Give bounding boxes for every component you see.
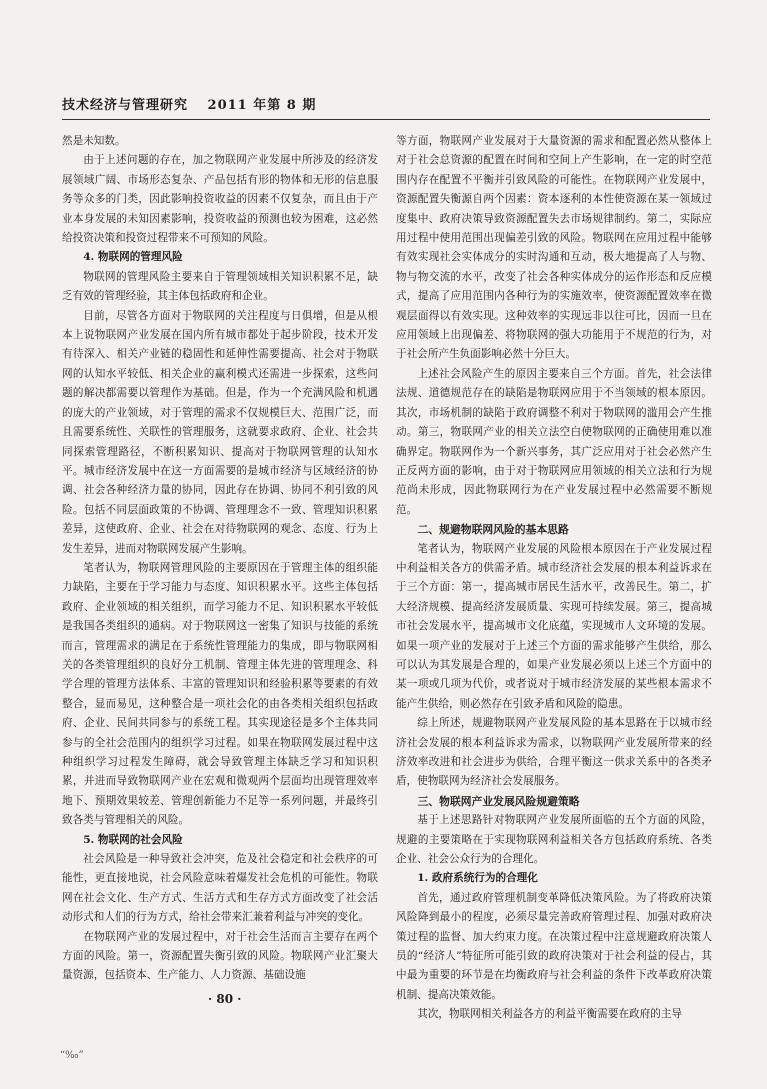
paragraph: 笔者认为，物联网管理风险的主要原因在于管理主体的组织能力缺陷，主要在于学习能力与态度、知识积累水平。这些主体包括政府、企业领域的相关组织，而学习能力不足、知识积累水平较低是我国各类组织的通病。对于物联网这一密集了知识与技能的系统而言，管理需求的满足在于系统性管理能力的集成，即与物联网相关的各类管理组织的良好分工机制、管理主体先进的管理理念、科学合理的管理方法体系、丰富的管理知识和经验积累等要素的有效整合，显而易见，这种整合是一项社会化的由各类相关组织包括政府、企业、民间共同参与的系统工程。其实现途径是多个主体共同参与的全社会范围内的组织学习过程。如果在物联网发展过程中这种组织学习过程发生障碍，就会导致管理主体缺乏学习和知识积累，并进而导致物联网产业在宏观和微观两个层面均出现管理效率地下、预期效果较差、管理创新能力不足等一系列问题，并最终引致各类与管理相关的风险。 (62, 561, 378, 827)
paragraph: 在物联网产业的发展过程中，对于社会生活而言主要存在两个方面的风险。第一，资源配置失衡引致的风险。物联网产业汇聚大量资源，包括资本、生产能力、人力资源、基础设施 (62, 930, 378, 982)
paragraph: 物联网的管理风险主要来自于管理领域相关知识积累不足，缺乏有效的管理经验，其主体包括政府和企业。 (62, 270, 378, 303)
paragraph: 社会风险是一种导致社会冲突，危及社会稳定和社会秩序的可能性，更直接地说，社会风险意味着爆发社会危机的可能性。物联网在社会文化、生产方式、生活方式和生存方式方面改变了社会活动形式和人们的行为方式，给社会带来汇兼着利益与冲突的变化。 (62, 853, 378, 924)
corner-mark: “‰” (60, 1050, 84, 1061)
paragraph: 笔者认为，物联网产业发展的风险根本原因在于产业发展过程中利益相关各方的供需矛盾。城市经济社会发展的根本利益诉求在于三个方面：第一，提高城市居民生活水平，改善民生。第二，扩大经济规模、提高经济发展质量、实现可持续发展。第三，提高城市社会发展水平，提高城市文化底蕴，实现城市人文环境的发展。如果一项产业的发展对于上述三个方面的需求能够产生供给，那么可以认为其发展是合理的，如果产业发展必须以上述三个方面中的某一项或几项为代价，或者说对于城市经济发展的某些根本需求不能产生供给，则必然存在引致矛盾和风险的隐患。 (396, 542, 712, 710)
paragraph: 上述社会风险产生的原因主要来自三个方面。首先，社会法律法规、道德规范存在的缺陷是物联网应用于不当领域的根本原因。其次，市场机制的缺陷于政府调整不利对于物联网的滥用会产生推动。第三，物联网产业的相关立法空白使物联网的正确使用难以准确界定。物联网作为一个新兴事务，其广泛应用对于社会必然产生正反两方面的影响，由于对于物联网应用领域的相关立法和行为规范尚未形成，因此物联网行为在产业发展过程中必然需要不断规范。 (396, 367, 712, 516)
paragraph: 目前，尽管各方面对于物联网的关注程度与日俱增，但是从根本上说物联网产业发展在国内所有城市都处于起步阶段，技术开发有待深入、相关产业链的稳固性和延伸性需要提高、社会对于物联网的认知水平较低、相关企业的赢利模式还需进一步探索，这些问题的解决都需要以管理作为基础。但是，作为一个充满风险和机遇的庞大的产业领域，对于管理的需求不仅规模巨大、范围广泛，而且需要系统性、关联性的管理服务，这就要求政府、企业、社会共同探索管理路径，不断积累知识、提高对于物联网管理的认知水平。城市经济发展中在这一方面需要的是城市经济与区域经济的协调、社会各种经济力量的协同，因此存在协调、协同不利引致的风险。包括不同层面政策的不协调、管理理念不一致、管理知识积累差异，这使政府、企业、社会在对待物联网的观念、态度、行为上发生差异，进而对物联网发展产生影响。 (62, 309, 378, 555)
paragraph: 基于上述思路针对物联网产业发展所面临的五个方面的风险，规避的主要策略在于实现物联网利益相关各方包括政府系统、各类企业、社会公众行为的合理化。 (396, 814, 712, 866)
paragraph: 综上所述，规避物联网产业发展风险的基本思路在于以城市经济社会发展的根本利益诉求为需求，以物联网产业发展所带来的经济效率改进和社会进步为供给，合理平衡这一供求关系中的各类矛盾，使物联网为经济社会发展服务。 (396, 717, 712, 788)
paragraph: 然是未知数。 (62, 135, 126, 147)
section-heading: 4. 物联网的管理风险 (83, 251, 183, 264)
journal-header (62, 94, 710, 120)
right-column (396, 132, 712, 1025)
paragraph: 等方面，物联网产业发展对于大量资源的需求和配置必然从整体上对于社会总资源的配置在时间和空间上产生影响，在一定的时空范围内存在配置不平衡并引致风险的可能性。在物联网产业发展中，资源配置失衡源自两个因素：资本逐利的本性使资源在某一领域过度集中、政府决策导致资源配置失去市场规律制约。第二，实际应用过程中使用范围出现偏差引致的风险。物联网在应用过程中能够有效实现社会实体成分的实时沟通和互动，极大地提高了人与物、物与物交流的水平，改变了社会各种实体成分的运作形态和反应模式，提高了应用范围内各种行为的实施效率，使资源配置效率在微观层面得以有效实现。这种效率的实现远非以往可比，因而一旦在应用领域上出现偏差、将物联网的强大功能用于不规范的行为，对于社会所产生负面影响必然十分巨大。 (396, 135, 712, 361)
section-heading: 二、规避物联网风险的基本思路 (417, 523, 569, 537)
paragraph: 其次，物联网相关利益各方的利益平衡需要在政府的主导 (417, 1008, 683, 1021)
section-heading: 三、物联网产业发展风险规避策略 (417, 794, 580, 808)
journal-title: 技术经济与管理研究 (62, 98, 189, 113)
journal-issue: 2011 年第 8 期 (207, 98, 317, 113)
paragraph: 首先，通过政府管理机制变革降低决策风险。为了将政府决策风险降到最小的程度，必须尽量完善政府管理过程、加强对政府决策过程的监督、加大约束力度。在决策过程中注意规避政府决策人员的“经济人”特征所可能引致的政府决策对于社会利益的侵占，其中最为重要的环节是在均衡政府与社会利益的条件下改革政府决策机制、提高决策效能。 (396, 891, 712, 1001)
section-heading: 5. 物联网的社会风险 (83, 833, 183, 846)
left-column (62, 132, 378, 986)
subsection-heading: 1. 政府系统行为的合理化 (417, 872, 538, 885)
paragraph: 由于上述问题的存在，加之物联网产业发展中所涉及的经济发展领域广阔、市场形态复杂、产品包括有形的物体和无形的信息服务等众多的门类，因此影响投资收益的因素不仅复杂，而且由于产业本身发展的未知因素影响，投资收益的预测也较为困难，这必然给投资决策和投资过程带来不可预知的风险。 (62, 154, 378, 245)
page-number: · 80 · (208, 992, 242, 1006)
